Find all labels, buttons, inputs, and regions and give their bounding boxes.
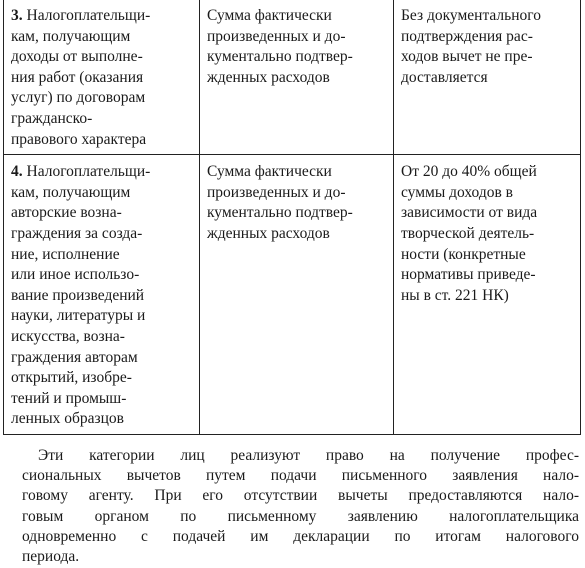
category-text-line: ния работ (оказания — [11, 68, 144, 86]
deduction-text-line: жденных расходов — [207, 68, 330, 86]
category-text-line: или иное использо- — [11, 266, 140, 284]
row-number: 4. — [11, 163, 23, 181]
category-cell — [4, 0, 200, 155]
note-text-line: суммы доходов в — [401, 183, 513, 201]
tax-deductions-table — [3, 0, 581, 435]
category-text-line: искусства, возна- — [11, 327, 125, 345]
category-text-line: доходы от выполне- — [11, 48, 143, 66]
deduction-text-line: жденных расходов — [207, 224, 330, 242]
category-text-line: кам, получающим — [11, 183, 131, 201]
table-row — [4, 155, 581, 435]
category-text-line: граждения за созда- — [11, 224, 143, 242]
category-text-line: правового характера — [11, 130, 147, 148]
category-text-line: науки, литературы и — [11, 307, 146, 325]
category-text-line: Налогоплательщи- — [26, 7, 151, 24]
paragraph-line: периода. — [22, 548, 80, 566]
deduction-text-line: произведенных и до- — [207, 183, 346, 201]
note-text-line: Без документального — [401, 7, 541, 24]
table-row — [4, 0, 581, 155]
note-text-line: доставляется — [401, 68, 488, 86]
deduction-cell — [200, 155, 394, 435]
category-text-line: ленных образцов — [11, 410, 124, 428]
deduction-text-line: кументально подтвер- — [207, 204, 353, 222]
category-cell — [4, 155, 200, 435]
deduction-text-line: произведенных и до- — [207, 27, 346, 45]
note-text-line: От 20 до 40% общей — [401, 163, 537, 181]
note-cell — [394, 0, 581, 155]
deduction-text-line: Сумма фактически — [207, 163, 332, 181]
category-text-line: услуг) по договорам — [11, 89, 146, 107]
note-text-line: зависимости от вида — [401, 204, 538, 222]
category-text-line: ние, исполнение — [11, 245, 120, 263]
category-text-line: открытий, изобре- — [11, 369, 132, 387]
note-text-line: ны в ст. 221 НК) — [401, 286, 509, 304]
paragraph-line: говым органом по письменному заявлению налогоплательщика — [22, 507, 579, 525]
category-text-line: граждения авторам — [11, 348, 138, 366]
row-number: 3. — [11, 7, 23, 24]
category-text-line: кам, получающим — [11, 27, 131, 45]
category-text-line: авторские возна- — [11, 204, 122, 222]
note-text-line: творческой деятель- — [401, 224, 535, 242]
note-text-line: нормативы приведе- — [401, 266, 536, 284]
note-cell — [394, 155, 581, 435]
body-paragraph — [22, 446, 579, 567]
category-text-line: вание произведений — [11, 286, 145, 304]
note-text-line: ности (конкретные — [401, 245, 526, 263]
category-text-line: гражданско- — [11, 109, 93, 127]
paragraph-line: говому агенту. При его отсутствии вычеты предоставляются нало- — [22, 487, 579, 505]
note-text-line: ходов вычет не пре- — [401, 48, 533, 66]
category-text-line: Налогоплательщи- — [26, 163, 151, 181]
deduction-cell — [200, 0, 394, 155]
paragraph-line: одновременно с подачей им декларации по итогам налогового — [22, 527, 579, 545]
category-text-line: тений и промыш- — [11, 389, 127, 407]
paragraph-line: сиональных вычетов путем подачи письменного заявления нало- — [22, 467, 579, 485]
note-text-line: подтверждения рас- — [401, 27, 533, 45]
paragraph-line: Эти категории лиц реализуют право на получение профес- — [38, 447, 579, 464]
deduction-text-line: кументально подтвер- — [207, 48, 353, 66]
deduction-text-line: Сумма фактически — [207, 7, 332, 24]
